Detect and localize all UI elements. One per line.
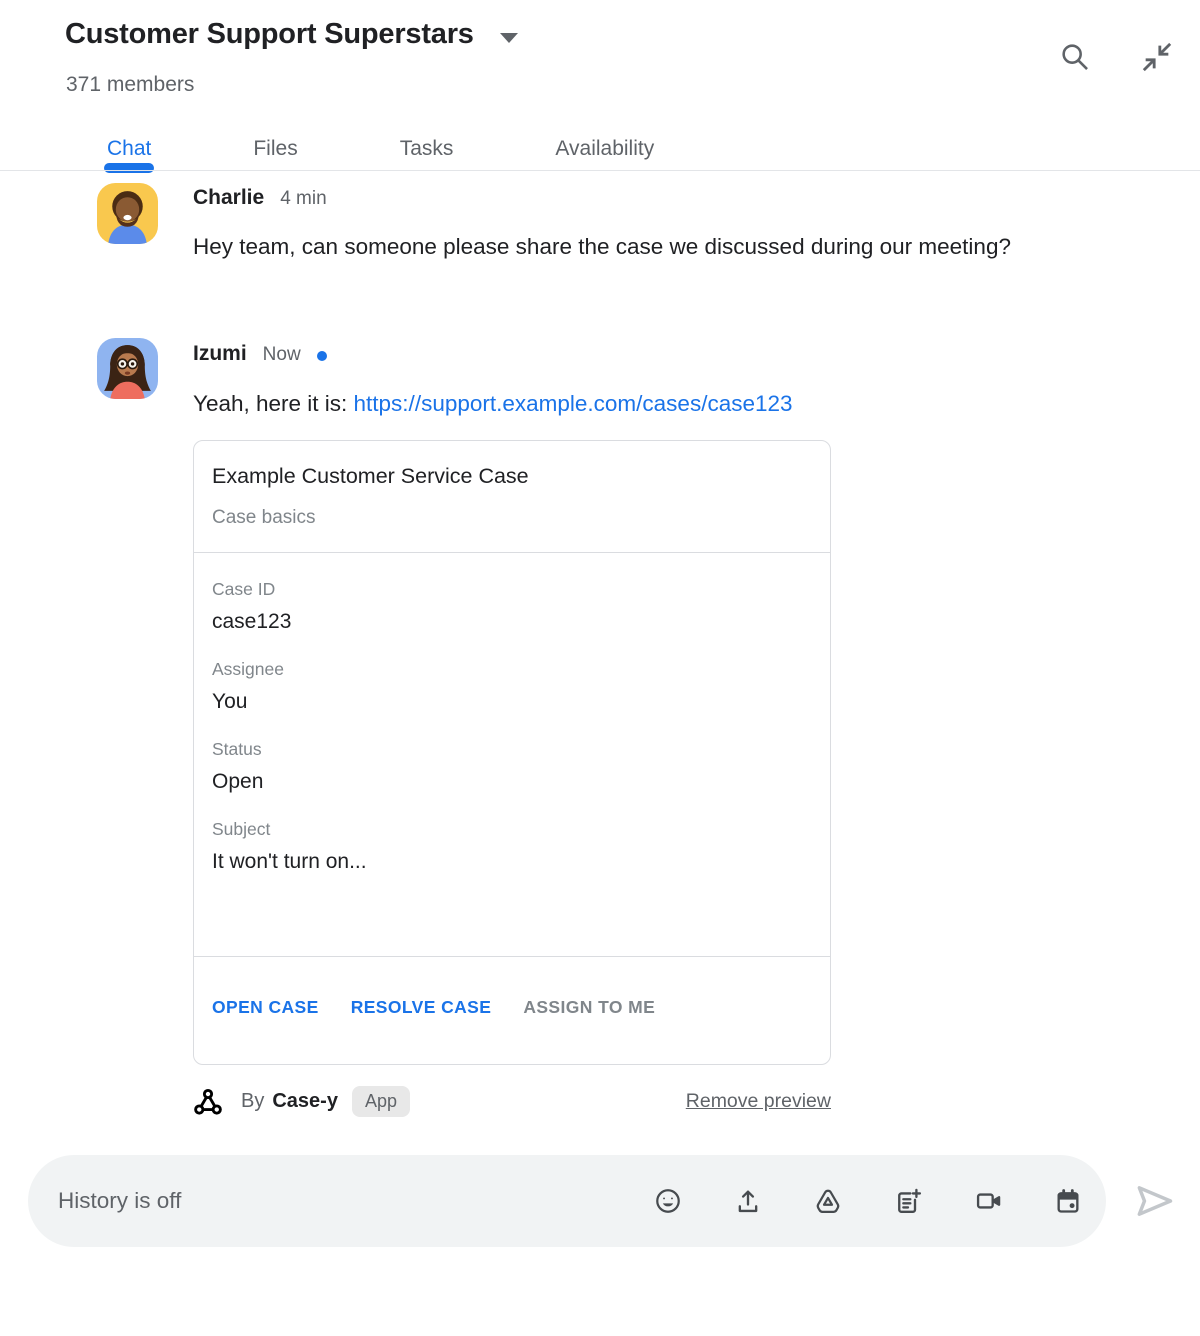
message-text: Yeah, here it is: https://support.example.com/cases/case123 xyxy=(193,391,793,416)
member-count: 371 members xyxy=(66,73,195,96)
tab-availability[interactable]: Availability xyxy=(555,137,655,160)
sender-name[interactable]: Izumi xyxy=(193,342,247,365)
tab-files[interactable]: Files xyxy=(253,137,298,160)
tab-chat[interactable]: Chat xyxy=(86,125,172,173)
video-call-icon[interactable] xyxy=(974,1187,1002,1215)
case-preview-card xyxy=(193,440,831,1065)
tab-bar xyxy=(86,125,675,173)
field-status: Status Open xyxy=(212,739,264,793)
chevron-down-icon[interactable] xyxy=(500,33,518,43)
tab-tasks[interactable]: Tasks xyxy=(399,137,454,160)
composer-placeholder[interactable]: History is off xyxy=(58,1188,182,1213)
calendar-icon[interactable] xyxy=(1054,1187,1082,1215)
message-timestamp: 4 min xyxy=(280,188,327,209)
app-name: Case-y xyxy=(272,1090,338,1112)
send-icon[interactable] xyxy=(1132,1179,1176,1228)
by-label: By xyxy=(241,1090,265,1112)
resolve-case-button[interactable]: RESOLVE CASE xyxy=(350,997,492,1017)
add-note-icon[interactable] xyxy=(894,1187,922,1215)
card-subtitle: Case basics xyxy=(212,507,316,528)
message-timestamp: Now xyxy=(262,344,301,365)
header-divider xyxy=(0,170,1200,171)
assign-to-me-button[interactable]: ASSIGN TO ME xyxy=(523,997,656,1017)
sender-name[interactable]: Charlie xyxy=(193,186,265,209)
search-icon[interactable] xyxy=(1058,40,1092,74)
card-title: Example Customer Service Case xyxy=(212,464,529,488)
field-assignee: Assignee You xyxy=(212,659,284,713)
remove-preview-link[interactable]: Remove preview xyxy=(685,1090,831,1112)
charlie-avatar-illustration xyxy=(97,183,158,244)
upload-icon[interactable] xyxy=(734,1187,762,1215)
collapse-icon[interactable] xyxy=(1140,40,1174,74)
message-text: Hey team, can someone please share the case we discussed during our meeting? xyxy=(193,234,1011,259)
room-title-row[interactable] xyxy=(65,18,518,51)
room-title: Customer Support Superstars xyxy=(65,18,474,50)
message-composer[interactable] xyxy=(28,1155,1106,1247)
field-case-id: Case ID case123 xyxy=(212,579,292,633)
app-badge: App xyxy=(352,1086,410,1117)
avatar-charlie[interactable] xyxy=(97,183,158,244)
field-subject: Subject It won't turn on... xyxy=(212,819,367,873)
case-link[interactable]: https://support.example.com/cases/case123 xyxy=(353,391,793,416)
avatar-izumi[interactable] xyxy=(97,338,158,399)
unread-dot xyxy=(317,351,327,361)
drive-icon[interactable] xyxy=(814,1187,842,1215)
izumi-avatar-illustration xyxy=(97,338,158,399)
emoji-icon[interactable] xyxy=(654,1187,682,1215)
open-case-button[interactable]: OPEN CASE xyxy=(212,997,319,1017)
active-tab-indicator xyxy=(104,163,154,173)
webhook-icon xyxy=(193,1087,223,1117)
